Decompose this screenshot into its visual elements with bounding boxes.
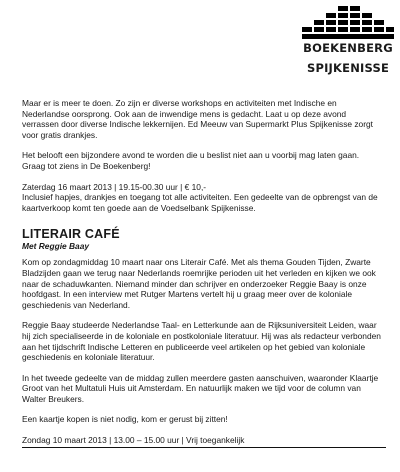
intro-paragraph: Maar er is meer te doen. Zo zijn er diverse workshops en activiteiten met Indische en Nederlandse oorsprong. Ook aan de inwendige mens is gedacht. Laat u op deze avond verrassen door diverse Indische lekkernijen. Ed Meeuw van Supermarkt Plus Spijkenisse zorgt voor gratis drankjes. xyxy=(22,98,373,140)
cafe-paragraph-4: Een kaartje kopen is niet nodig, kom er gerust bij zitten! xyxy=(22,414,228,425)
boekenberg-stairs-icon xyxy=(300,4,396,40)
article-body xyxy=(22,98,384,448)
event-date-2: Zondag 10 maart 2013 | 13.00 – 15.00 uur | Vrij toegankelijk xyxy=(22,435,245,446)
cafe-paragraph-1: Kom op zondagmiddag 10 maart naar ons Literair Café. Met als thema Gouden Tijden, Zwarte Bladzijden gaan we terug naar Nederlands roemrijke perioden uit het verleden en kijken we ook naar de schaduwkanten. Niemand minder dan schrijver en onderzoeker Reggie Baay is onze hoofdgast. In een interview met Rutger Martens vertelt hij u graag meer over de koloniale geschiedenis van Nederland. xyxy=(22,257,376,310)
literair-cafe-subtitle: Met Reggie Baay xyxy=(22,241,90,252)
event-details-1: Inclusief hapjes, drankjes en toegang tot alle activiteiten. Een gedeelte van de opbrengst van de kaartverkoop komt ten goede aan de Voedselbank Spijkenisse. xyxy=(22,192,378,213)
cafe-paragraph-2: Reggie Baay studeerde Nederlandse Taal- en Letterkunde aan de Rijksuniversiteit Leiden, waar hij zich specialiseerde in de koloniale en postkoloniale literatuur. Hij was als redacteur verbonden aan het tijdschrift Indische Letteren en publiceerde veel artikelen op het gebied van koloniale geschiedenis en koloniale literatuur. xyxy=(22,320,381,363)
literair-cafe-title: LITERAIR CAFÉ xyxy=(22,227,120,242)
logo-line-1: BOEKENBERG xyxy=(303,41,393,55)
promise-paragraph: Het belooft een bijzondere avond te worden die u beslist niet aan u voorbij mag laten gaan. Graag tot ziens in De Boekenberg! xyxy=(22,150,360,171)
bottom-divider xyxy=(22,447,386,448)
event-date-1: Zaterdag 16 maart 2013 | 19.15-00.30 uur | € 10,- xyxy=(22,181,207,192)
cafe-paragraph-3: In het tweede gedeelte van de middag zullen meerdere gasten aanschuiven, waaronder Klaartje Groot van het Multatuli Huis uit Amsterdam. En natuurlijk maken we tijd voor de column van Walter Breukers. xyxy=(22,372,379,404)
logo-line-2: SPIJKENISSE xyxy=(306,61,390,75)
boekenberg-logo xyxy=(300,4,396,84)
